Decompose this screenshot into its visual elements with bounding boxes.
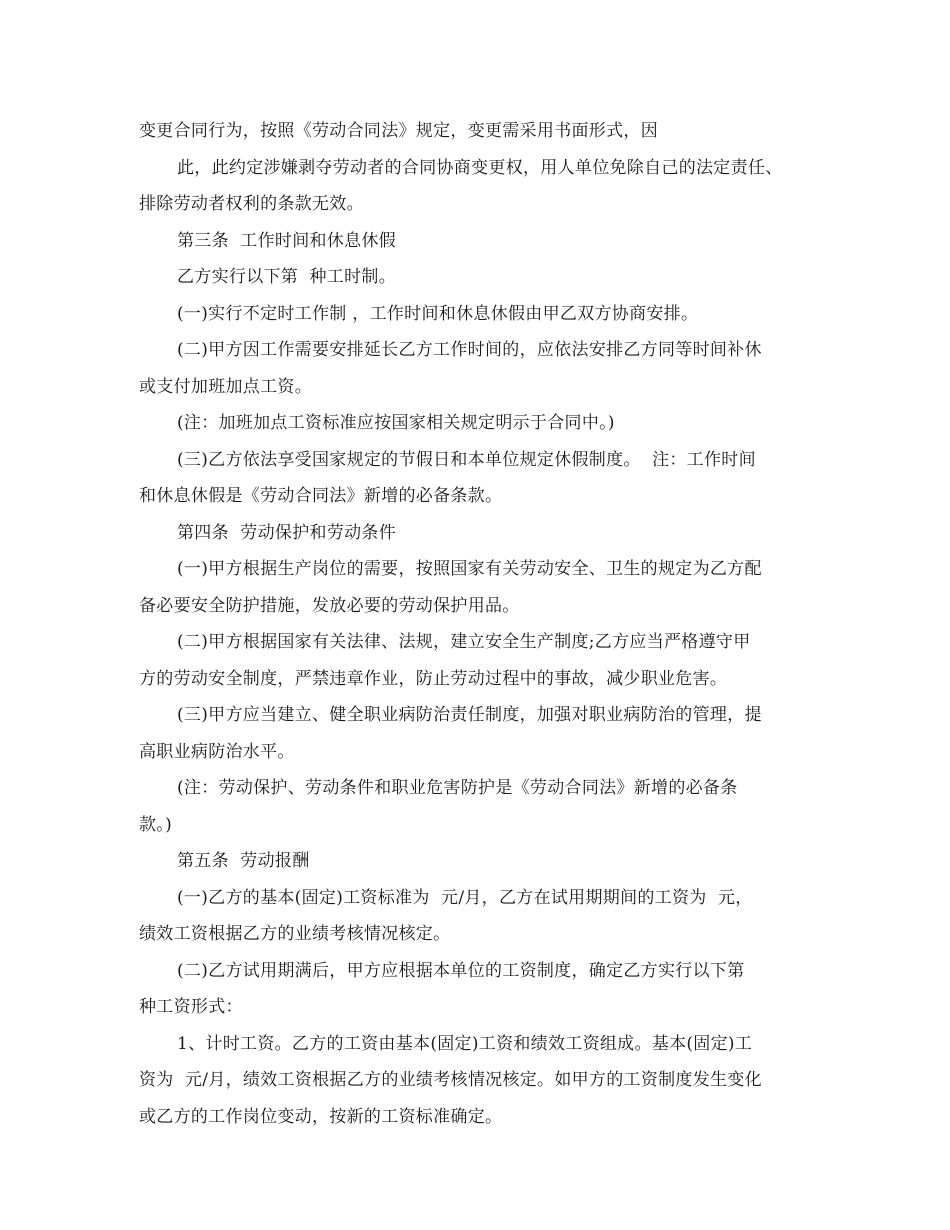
text-line: 第五条 劳动报酬 (177, 851, 310, 871)
text-line: (二)甲方根据国家有关法律、法规，建立安全生产制度;乙方应当严格遵守甲 (177, 632, 751, 652)
text-line: 此，此约定涉嫌剥夺劳动者的合同协商变更权，用人单位免除自己的法定责任、 (177, 157, 783, 178)
text-line: 第三条 工作时间和休息休假 (177, 230, 397, 251)
text-line: 或支付加班加点工资。 (139, 376, 312, 397)
text-line: 方的劳动安全制度，严禁违章作业，防止劳动过程中的事故，减少职业危害。 (139, 668, 728, 689)
text-line: 款。) (139, 814, 173, 835)
text-line: 备必要安全防护措施，发放必要的劳动保护用品。 (139, 595, 520, 616)
text-line: (二)甲方因工作需要安排延长乙方工作时间的，应依法安排乙方同等时间补休 (177, 340, 762, 360)
text-line: 高职业病防治水平。 (139, 741, 295, 762)
text-line: (一)乙方的基本(固定)工资标准为 元/月，乙方在试用期期间的工资为 元， (177, 887, 753, 908)
text-line: (三)甲方应当建立、健全职业病防治责任制度，加强对职业病防治的管理，提 (177, 705, 762, 725)
text-line: 排除劳动者权利的条款无效。 (139, 194, 364, 214)
text-line: 乙方实行以下第 种工时制。 (177, 267, 397, 287)
text-line: 变更合同行为，按照《劳动合同法》规定，变更需采用书面形式，因 (139, 121, 658, 141)
text-line: 第四条 劳动保护和劳动条件 (177, 522, 397, 543)
text-line: (二)乙方试用期满后，甲方应根据本单位的工资制度，确定乙方实行以下第 (177, 960, 745, 981)
text-line: (注：加班加点工资标准应按国家相关规定明示于合同中。) (177, 413, 615, 433)
text-line: 或乙方的工作岗位变动，按新的工资标准确定。 (139, 1106, 503, 1127)
text-line: (一)实行不定时工作制 ，工作时间和休息休假由甲乙双方协商安排。 (177, 303, 699, 324)
document-body (139, 113, 819, 1135)
text-line: (三)乙方依法享受国家规定的节假日和本单位规定休假制度。 注：工作时间 (177, 449, 756, 470)
text-line: (一)甲方根据生产岗位的需要，按照国家有关劳动安全、卫生的规定为乙方配 (177, 559, 762, 579)
text-line: 和休息休假是《劳动合同法》新增的必备条款。 (139, 486, 503, 506)
text-line: 资为 元/月，绩效工资根据乙方的业绩考核情况核定。如甲方的工资制度发生变化 (139, 1070, 762, 1090)
text-line: 绩效工资根据乙方的业绩考核情况核定。 (139, 924, 451, 944)
text-line: 种工资形式： (139, 997, 243, 1017)
text-line: (注：劳动保护、劳动条件和职业危害防护是《劳动合同法》新增的必备条 (177, 778, 738, 798)
text-line: 1、计时工资。乙方的工资由基本(固定)工资和绩效工资组成。基本(固定)工 (177, 1033, 753, 1054)
